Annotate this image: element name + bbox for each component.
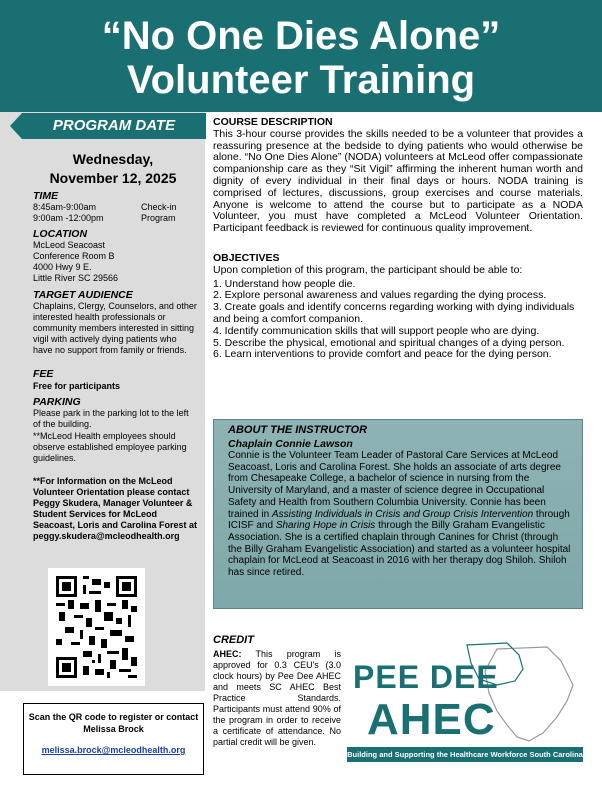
credit-heading: CREDIT bbox=[213, 634, 254, 646]
location-line: McLeod Seacoast bbox=[33, 240, 106, 250]
location-line: 4000 Hwy 9 E. bbox=[33, 262, 92, 272]
location-line: Little River SC 29566 bbox=[33, 273, 119, 283]
qr-code[interactable] bbox=[48, 568, 145, 686]
scan-instruction: Scan the QR code to register or contact Melissa Brock bbox=[28, 712, 199, 734]
header-banner bbox=[0, 0, 602, 112]
bio-part: through the Billy Graham Evangelistic Association. She is a certified chaplain through Canines for Christ (through the Billy Graham Evangelistic Association) and started as a volunteer hospital chaplain for McLeod at Seacoast in 2016 with her therapy dog Shiloh. Shiloh has since retired. bbox=[228, 520, 571, 579]
logo-word-peedee: PEE DEE bbox=[353, 659, 499, 695]
credit-label: AHEC: bbox=[213, 649, 242, 659]
location-address bbox=[33, 240, 198, 284]
time-table bbox=[33, 202, 198, 224]
bio-course1: Assisting Individuals in Crisis and Group Crisis Intervention bbox=[271, 508, 534, 520]
objective-item: 4. Identify communication skills that will support people who are dying. bbox=[213, 324, 540, 337]
qr-code-icon bbox=[56, 576, 137, 678]
program-date bbox=[28, 150, 198, 188]
objective-item: 1. Understand how people die. bbox=[213, 277, 356, 290]
audience-heading: TARGET AUDIENCE bbox=[33, 289, 133, 301]
credit-text bbox=[213, 649, 341, 748]
fee-text: Free for participants bbox=[33, 381, 121, 391]
page-title-line2: Volunteer Training bbox=[126, 58, 476, 102]
course-description bbox=[213, 117, 583, 235]
objective-item: 6. Learn interventions to provide comfort and peace for the dying person. bbox=[213, 348, 552, 361]
course-text: This 3-hour course provides the skills needed to be a volunteer that provides a reassuring presence at the bedside to dying patients who would otherwise be alone. “No One Dies Alone” (NODA) volunteers at McLeod offer compassionate companionship care as they “Sit Vigil” affirming the inherent human worth and dignity of every individual in their final days or hours. NODA training is comprised of lectures, discussions, group exercises and course materials. Anyone is welcome to attend the course but to participate as a NODA Volunteer, you must have completed a McLeod Volunteer Orientation. Participant feedback is reviewed for continuous quality improvement. bbox=[213, 127, 583, 235]
location-line: Conference Room B bbox=[33, 251, 115, 261]
parking-note: **McLeod Health employees should observe established employee parking guidelines. bbox=[33, 431, 187, 463]
fee-heading: FEE bbox=[33, 368, 54, 380]
course-heading: COURSE DESCRIPTION bbox=[213, 116, 333, 128]
time-desc: Program bbox=[141, 213, 176, 223]
time-row bbox=[33, 202, 198, 213]
logo-tagline: Building and Supporting the Healthcare Workforce South Carolina Needs bbox=[347, 747, 583, 762]
pee-dee-ahec-logo bbox=[347, 641, 583, 774]
objectives-heading: OBJECTIVES bbox=[213, 252, 280, 264]
date-line1: Wednesday, bbox=[72, 151, 154, 167]
objectives-intro: Upon completion of this program, the participant should be able to: bbox=[213, 263, 523, 276]
scan-box bbox=[23, 703, 204, 775]
date-line2: November 12, 2025 bbox=[49, 170, 177, 186]
instructor-name: Chaplain Connie Lawson bbox=[228, 438, 353, 450]
instructor-bio bbox=[228, 450, 573, 579]
location-heading: LOCATION bbox=[33, 228, 88, 240]
instructor-heading: ABOUT THE INSTRUCTOR bbox=[228, 424, 368, 436]
objective-item: 5. Describe the physical, emotional and spiritual changes of a dying person. bbox=[213, 336, 565, 349]
bio-part: Connie is the Volunteer Team Leader of Pastoral Care Services at McLeod Seacoast, Loris and Carolina Forest. She holds an associate of arts degree from Chesapeake College, a bachelor of science in nursing from the University of Maryland, and a master of science degree in Occupational Safety and Health from Southern Columbia University. Connie has been trained in bbox=[228, 450, 561, 520]
bio-part: through ICISF and bbox=[228, 508, 570, 532]
time-heading: TIME bbox=[33, 190, 59, 202]
credit-body: This program is approved for 0.3 CEU's (3.0 clock hours) by Pee Dee AHEC and meets SC AHEC Best Practice Standards. Participants must attend 90% of the program in order to receive a certificate of attendance. No partial credit will be given. bbox=[213, 649, 341, 747]
info-contact: **For Information on the McLeod Volunteer Orientation please contact Peggy Skudera, Manager Volunteer & Student Services for McLeod Seacoast, Loris and Carolina Forest at peggy.skudera@mcleodhealth.org bbox=[33, 476, 198, 541]
time-value: 8:45am-9:00am bbox=[33, 202, 97, 212]
audience-text: Chaplains, Clergy, Counselors, and other interested health professionals or community members interested in sitting vigil with actively dying patients who have no support from family or friends. bbox=[33, 301, 197, 355]
time-desc: Check-in bbox=[141, 202, 177, 212]
objective-item: 3. Create goals and identify concerns regarding working with dying individuals and being a comfort companion. bbox=[213, 301, 575, 325]
parking-heading: PARKING bbox=[33, 396, 81, 408]
program-date-tab: PROGRAM DATE bbox=[22, 113, 206, 139]
time-value: 9:00am -12:00pm bbox=[33, 213, 104, 223]
parking-text: Please park in the parking lot to the left of the building. bbox=[33, 408, 189, 429]
logo-word-ahec: AHEC bbox=[367, 695, 496, 744]
objectives-section bbox=[213, 253, 583, 361]
page-title-line1: “No One Dies Alone” bbox=[101, 14, 501, 58]
bio-course2: Sharing Hope in Crisis bbox=[275, 520, 376, 532]
time-row bbox=[33, 213, 198, 224]
contact-email-link[interactable]: melissa.brock@mcleodhealth.org bbox=[41, 745, 186, 755]
instructor-box bbox=[213, 419, 583, 609]
objective-item: 2. Explore personal awareness and values regarding the dying process. bbox=[213, 289, 547, 302]
